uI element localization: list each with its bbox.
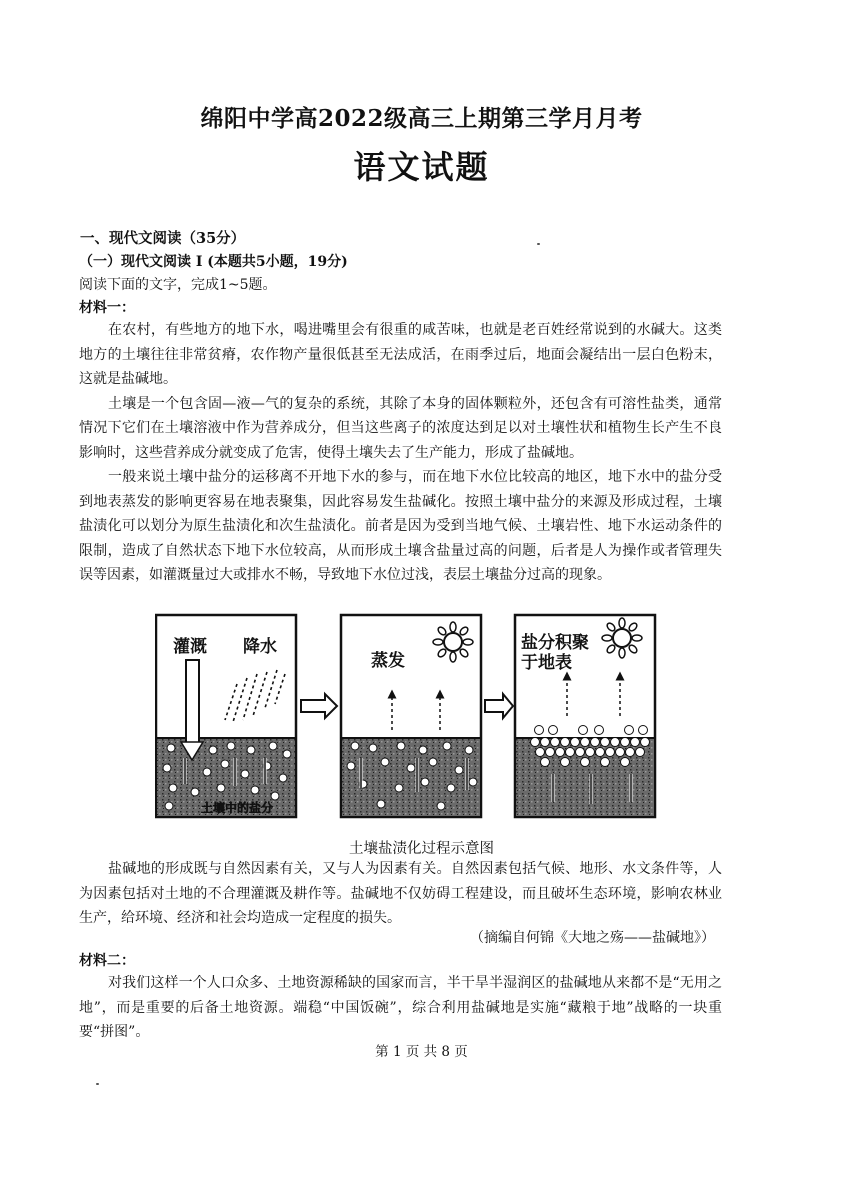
label-irrigation: 灌溉 xyxy=(173,637,207,657)
material1-paragraph: 一般来说土壤中盐分的运移离不开地下水的参与，而在地下水位比较高的地区，地下水中的盐分受到地表蒸发的影响更容易在地表聚集，因此容易发生盐碱化。按照土壤中盐分的来源及形成过程，土壤盐渍化可以划分为原生盐渍化和次生盐渍化。前者是因为受到当地气候、土壤岩性、地下水运动条件的限制，造成了自然状态下地下水位较高，从而形成土壤含盐量过高的问题，后者是人为操作或者管理失误等因素，如灌溉量过大或排水不畅，导致地下水位过浅，表层土壤盐分过高的现象。 xyxy=(79,469,722,583)
label-on-surface: 于地表 xyxy=(521,653,572,673)
scan-speck xyxy=(96,1083,99,1085)
material1-source: （摘编自何锦《大地之殇——盐碱地》） xyxy=(470,930,715,946)
material2-paragraph: 对我们这样一个人口众多、土地资源稀缺的国家而言，半干旱半湿润区的盐碱地从来都不是“无用之地”，而是重要的后备土地资源。端稳“中国饭碗”，综合利用盐碱地是实施“藏粮于地”战略的一块重要“拼图”。 xyxy=(79,975,722,1040)
label-soil-salt: 土壤中的盐分 xyxy=(201,801,274,815)
exam-title: 绵阳中学高2022级高三上期第三学月月考 xyxy=(200,105,643,132)
reading-instruction: 阅读下面的文字，完成1~5题。 xyxy=(79,277,277,293)
section-heading: 一、现代文阅读（35分） xyxy=(80,230,246,247)
process-arrow xyxy=(301,694,337,718)
material1-conclusion xyxy=(79,857,722,931)
material1-label: 材料一： xyxy=(79,300,135,316)
material2-label: 材料二： xyxy=(79,953,135,969)
page-number: 第 1 页 共 8 页 xyxy=(375,1044,468,1060)
process-arrow xyxy=(485,694,513,718)
subject-title: 语文试题 xyxy=(353,148,490,186)
material1-paragraph: 在农村，有些地方的地下水，喝进嘴里会有很重的咸苦味，也就是老百姓经常说到的水碱大。这类地方的土壤往往非常贫瘠，农作物产量很低甚至无法成活，在雨季过后，地面会凝结出一层白色粉末，这就是盐碱地。 xyxy=(79,322,722,387)
scan-speck xyxy=(537,243,540,245)
label-salt-accumulate: 盐分积聚 xyxy=(521,633,589,653)
sun-icon xyxy=(433,622,473,662)
sub-section-heading: （一）现代文阅读 I (本题共5小题，19分) xyxy=(79,254,348,270)
sun-icon xyxy=(602,618,642,658)
salinization-diagram xyxy=(155,612,685,820)
panel-evaporation xyxy=(341,615,481,817)
material1-text xyxy=(79,318,722,588)
figure-caption: 土壤盐渍化过程示意图 xyxy=(349,841,494,857)
material1-after-figure: 盐碱地的形成既与自然因素有关，又与人为因素有关。自然因素包括气候、地形、水文条件等，人为因素包括对土地的不合理灌溉及耕作等。盐碱地不仅妨碍工程建设，而且破坏生态环境，影响农林业生产，给环境、经济和社会均造成一定程度的损失。 xyxy=(79,861,722,926)
material1-paragraph: 土壤是一个包含固—液—气的复杂的系统，其除了本身的固体颗粒外，还包含有可溶性盐类，通常情况下它们在土壤溶液中作为营养成分，但当这些离子的浓度达到足以对土壤性状和植物生长产生不良影响时，这些营养成分就变成了危害，使得土壤失去了生产能力，形成了盐碱地。 xyxy=(79,395,722,461)
label-evaporation: 蒸发 xyxy=(371,651,405,671)
label-precipitation: 降水 xyxy=(243,637,277,657)
material2-text xyxy=(79,971,722,1045)
